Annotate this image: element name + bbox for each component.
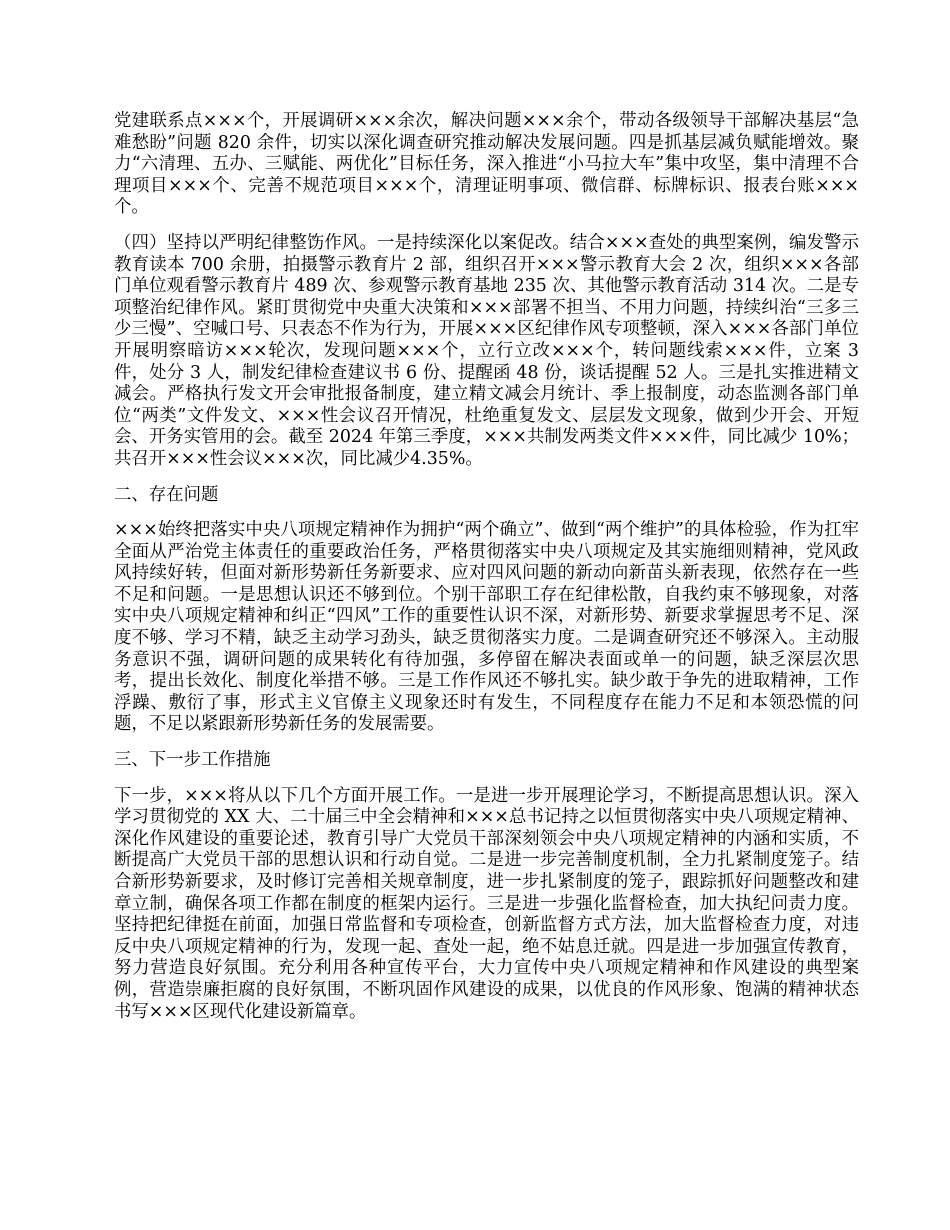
paragraph-discipline-work-style: （四）坚持以严明纪律整饬作风。一是持续深化以案促改。结合×××查处的典型案例，编发警示教育读本 700 余册，拍摄警示教育片 2 部，组织召开×××警示教育大会 2 次，组织×××各部门单位观看警示教育片 489 次、参观警示教育基地 235 次、其他警示教育活动 314 次。二是专项整治纪律作风。紧盯贯彻党中央重大决策和×××部署不担当、不用力问题，持续纠治“三多三少三慢”、空喊口号、只表态不作为行为，开展×××区纪律作风专项整顿，深入×××各部门单位开展明察暗访×××轮次，发现问题×××个，立行立改×××个，转问题线索×××件，立案 3 件，处分 3 人，制发纪律检查建议书 6 份、提醒函 48 份，谈话提醒 52 人。三是扎实推进精文减会。严格执行发文开会审批报备制度，建立精文减会月统计、季上报制度，动态监测各部门单位“两类”文件发文、×××性会议召开情况，杜绝重复发文、层层发文现象，做到少开会、开短会、开务实管用的会。截至 2024 年第三季度，×××共制发两类文件×××件，同比减少 10%；共召开×××性会议×××次，同比减少4.35%。	[114, 232, 859, 469]
paragraph-next-steps: 下一步，×××将从以下几个方面开展工作。一是进一步开展理论学习，不断提高思想认识。深入学习贯彻党的 XX 大、二十届三中全会精神和×××总书记持之以恒贯彻落实中央八项规定精神、深化作风建设的重要论述，教育引导广大党员干部深刻领会中央八项规定精神的内涵和实质，不断提高广大党员干部的思想认识和行动自觉。二是进一步完善制度机制，全力扎紧制度笼子。结合新形势新要求，及时修订完善相关规章制度，进一步扎紧制度的笼子，跟踪抓好问题整改和建章立制，确保各项工作都在制度的框架内运行。三是进一步强化监督检查，加大执纪问责力度。坚持把纪律挺在前面，加强日常监督和专项检查，创新监督方式方法，加大监督检查力度，对违反中央八项规定精神的行为，发现一起、查处一起，绝不姑息迁就。四是进一步加强宣传教育，努力营造良好氛围。充分利用各种宣传平台，大力宣传中央八项规定精神和作风建设的典型案例，营造崇廉拒腐的良好氛围，不断巩固作风建设的成果，以优良的作风形象、饱满的精神状态书写×××区现代化建设新篇章。	[114, 785, 859, 1022]
paragraph-grassroots-burden-reduction: 党建联系点×××个，开展调研×××余次，解决问题×××余个，带动各级领导干部解决基层“急难愁盼”问题 820 余件，切实以深化调查研究推动解决发展问题。四是抓基层减负赋能增效。聚力“六清理、五办、三赋能、两优化”目标任务，深入推进“小马拉大车”集中攻坚，集中清理不合理项目×××个、完善不规范项目×××个，清理证明事项、微信群、标牌标识、报表台账×××个。	[114, 111, 859, 218]
paragraph-existing-problems: ×××始终把落实中央八项规定精神作为拥护“两个确立”、做到“两个维护”的具体检验，作为扛牢全面从严治党主体责任的重要政治任务，严格贯彻落实中央八项规定及其实施细则精神，党风政风持续好转，但面对新形势新任务新要求、应对四风问题的新动向新苗头新表现，依然存在一些不足和问题。一是思想认识还不够到位。个别干部职工存在纪律松散，自我约束不够现象，对落实中央八项规定精神和纠正“四风”工作的重要性认识不深，对新形势、新要求掌握思考不足、深度不够、学习不精，缺乏主动学习劲头，缺乏贯彻落实力度。二是调查研究还不够深入。主动服务意识不强，调研问题的成果转化有待加强，多停留在解决表面或单一的问题，缺乏深层次思考，提出长效化、制度化举措不够。三是工作作风还不够扎实。缺少敢于争先的进取精神，工作浮躁、敷衍了事，形式主义官僚主义现象还时有发生，不同程度存在能力不足和本领恐慌的问题，不足以紧跟新形势新任务的发展需要。	[114, 520, 859, 735]
section-heading-existing-problems: 二、存在问题	[114, 484, 219, 505]
document-page	[114, 111, 859, 1037]
section-heading-next-steps: 三、下一步工作措施	[114, 750, 271, 771]
